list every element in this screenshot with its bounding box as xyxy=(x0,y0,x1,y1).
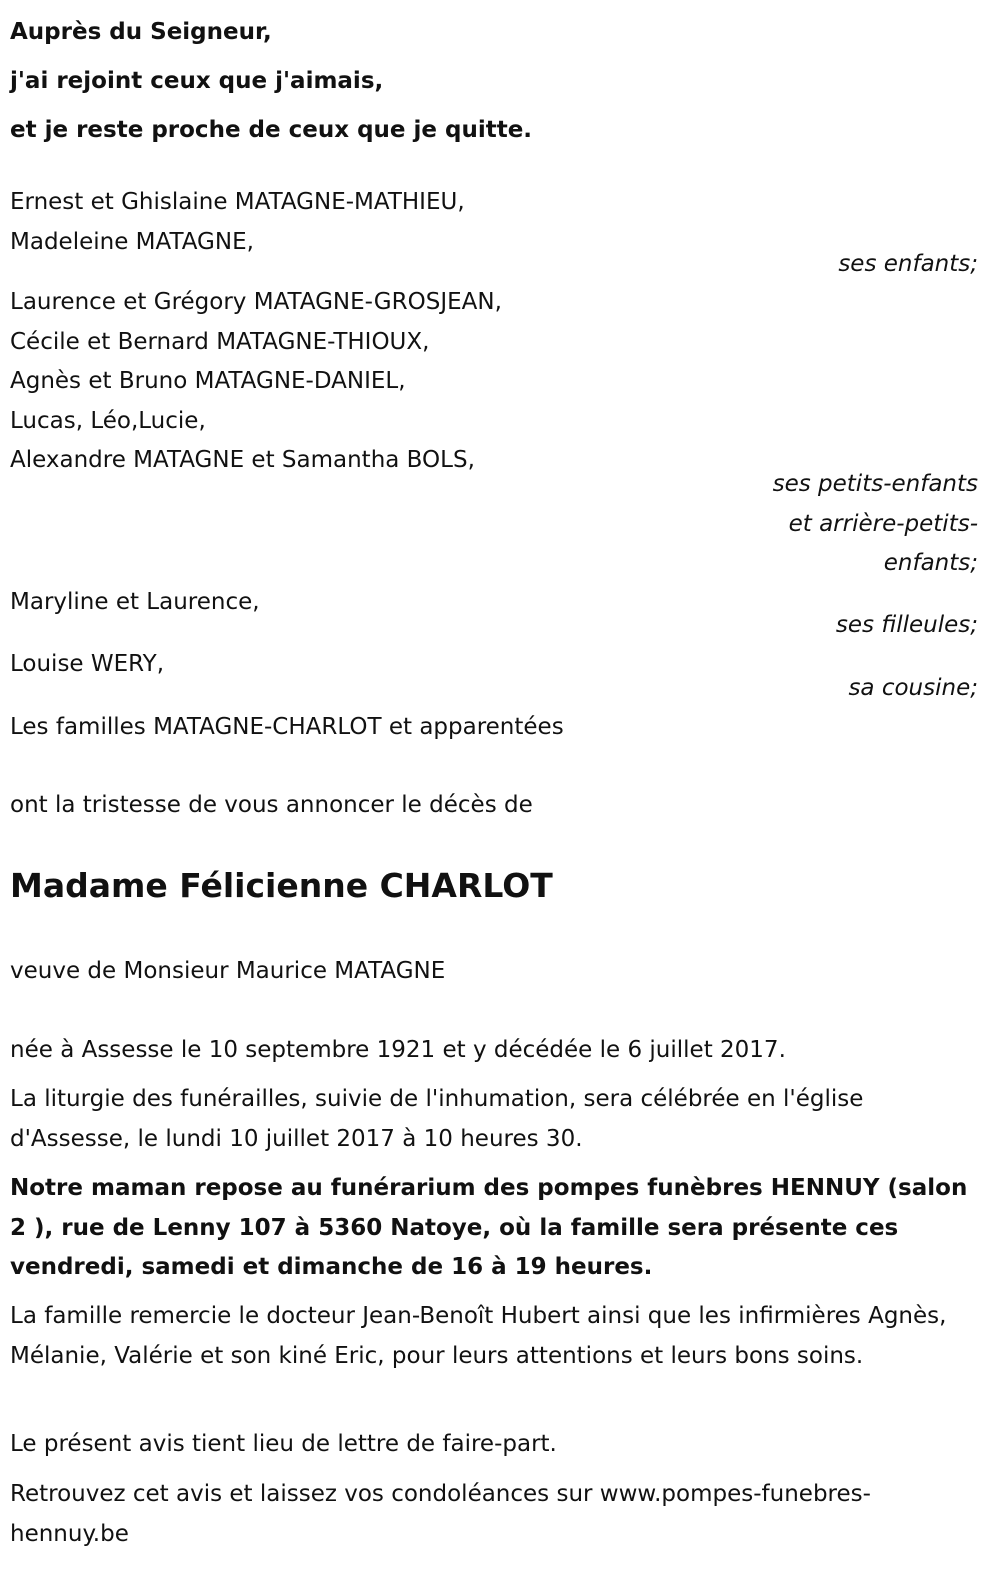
verse-line: et je reste proche de ceux que je quitte. xyxy=(10,117,533,143)
label-line: enfants; xyxy=(883,550,978,576)
cousin: Louise WERY, xyxy=(10,651,165,677)
verse xyxy=(10,8,985,155)
grandchildren-label xyxy=(773,465,978,584)
child-name: Ernest et Ghislaine MATAGNE-MATHIEU, xyxy=(10,189,465,215)
liturgy: La liturgie des funérailles, suivie de l'inhumation, sera célébrée en l'église d'Assesse, le lundi 10 juillet 2017 à 10 heures 30. xyxy=(10,1086,864,1152)
families: Les familles MATAGNE-CHARLOT et apparentées xyxy=(10,714,564,740)
grandchild-name: Laurence et Grégory MATAGNE-GROSJEAN, xyxy=(10,289,502,315)
children-label: ses enfants; xyxy=(838,251,978,277)
announcement: ont la tristesse de vous annoncer le décès de xyxy=(10,792,533,818)
grandchildren-list xyxy=(10,283,985,481)
thanks: La famille remercie le docteur Jean-Benoît Hubert ainsi que les infirmières Agnès, Mélanie, Valérie et son kiné Eric, pour leurs attentions et leurs bons soins. xyxy=(10,1303,947,1369)
grandchild-name: Alexandre MATAGNE et Samantha BOLS, xyxy=(10,447,475,473)
website-info: Retrouvez cet avis et laissez vos condoléances sur www.pompes-funebres-hennuy.be xyxy=(10,1481,871,1547)
child-name: Madeleine MATAGNE, xyxy=(10,228,254,255)
birth-death: née à Assesse le 10 septembre 1921 et y décédée le 6 juillet 2017. xyxy=(10,1037,786,1063)
grandchild-name: Lucas, Léo,Lucie, xyxy=(10,407,206,434)
grandchild-name: Cécile et Bernard MATAGNE-THIOUX, xyxy=(10,328,430,355)
funerarium-info: Notre maman repose au funérarium des pompes funèbres HENNUY (salon 2 ), rue de Lenny 107 à 5360 Natoye, où la famille sera présente ces vendredi, samedi et dimanche de 16 à 19 heures. xyxy=(10,1175,968,1280)
label-line: et arrière-petits- xyxy=(788,510,978,537)
verse-line: j'ai rejoint ceux que j'aimais, xyxy=(10,68,384,94)
deceased-name: Madame Félicienne CHARLOT xyxy=(10,866,553,905)
goddaughters-label: ses filleules; xyxy=(835,612,978,638)
goddaughters: Maryline et Laurence, xyxy=(10,589,260,615)
verse-line: Auprès du Seigneur, xyxy=(10,19,272,45)
notice: Le présent avis tient lieu de lettre de faire-part. xyxy=(10,1431,557,1457)
grandchild-name: Agnès et Bruno MATAGNE-DANIEL, xyxy=(10,368,406,394)
cousin-label: sa cousine; xyxy=(848,675,978,701)
widow-of: veuve de Monsieur Maurice MATAGNE xyxy=(10,958,446,984)
label-line: ses petits-enfants xyxy=(772,471,978,497)
